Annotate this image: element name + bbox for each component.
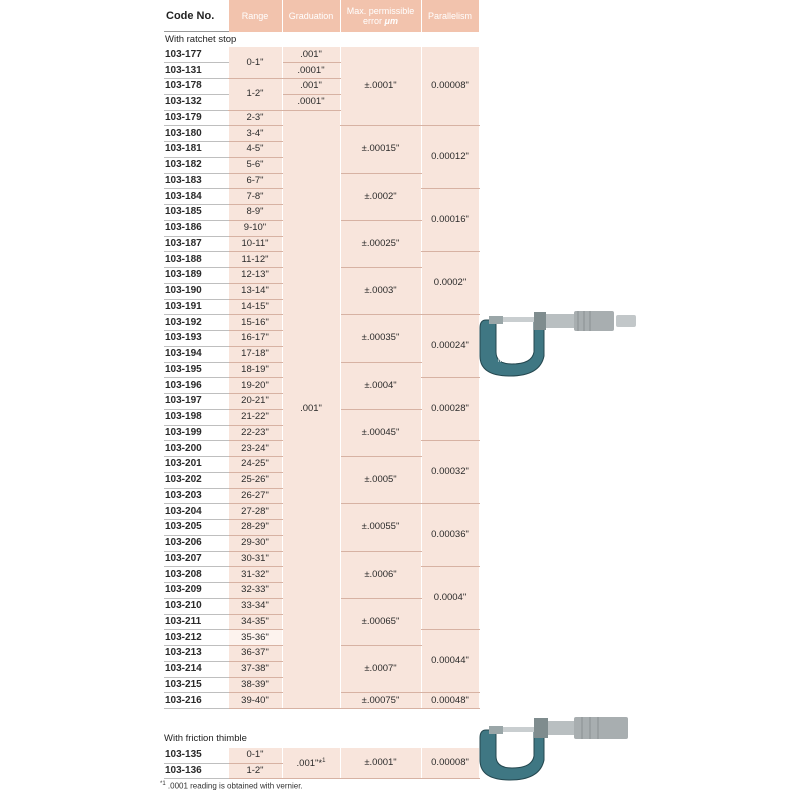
code-cell: 103-201 [164,457,228,473]
code-cell: 103-200 [164,441,228,457]
range-cell: 2-3" [228,110,282,126]
code-cell: 103-135 [164,748,228,763]
range-cell: 4-5" [228,142,282,158]
code-cell: 103-187 [164,236,228,252]
code-cell: 103-185 [164,205,228,221]
range-cell: 23-24" [228,441,282,457]
footnote-mark: *1 [160,781,166,787]
graduation-cell: .001"*$^1$ [282,748,340,778]
range-cell: 17-18" [228,346,282,362]
range-cell: 28-29" [228,520,282,536]
code-cell: 103-214 [164,661,228,677]
range-cell: 3-4" [228,126,282,142]
error-cell: ±.0002" [340,173,421,220]
range-cell: 24-25" [228,457,282,473]
range-cell: 19-20" [228,378,282,394]
code-cell: 103-204 [164,504,228,520]
code-cell: 103-211 [164,614,228,630]
code-cell: 103-188 [164,252,228,268]
range-cell: 35-36" [228,630,282,646]
graduation-cell: .001" [282,79,340,95]
code-cell: 103-183 [164,173,228,189]
brand-label-bottom: Mitutoyo [500,760,523,766]
outside-micrometer-friction-icon [478,714,640,782]
range-cell: 25-26" [228,472,282,488]
range-cell: 11-12" [228,252,282,268]
header-range: Range [228,0,282,32]
error-cell: ±.00045" [340,409,421,456]
code-cell: 103-198 [164,409,228,425]
error-cell: ±.0005" [340,457,421,504]
range-cell: 36-37" [228,646,282,662]
error-cell: ±.00035" [340,315,421,362]
range-cell: 0-1" [228,748,282,763]
range-cell: 9-10" [228,220,282,236]
graduation-cell: .001" [282,47,340,63]
code-cell: 103-199 [164,425,228,441]
ratchet-body [164,47,479,709]
error-cell: ±.0007" [340,646,421,693]
code-cell: 103-209 [164,583,228,599]
code-cell: 103-213 [164,646,228,662]
outside-micrometer-ratchet-icon [478,306,640,380]
parallelism-cell: 0.00036" [421,504,479,567]
code-cell: 103-184 [164,189,228,205]
range-cell: 1-2" [228,763,282,778]
code-cell: 103-177 [164,47,228,63]
graduation-footnote-mark: 1 [322,758,326,765]
spec-table [164,0,480,709]
code-cell: 103-186 [164,220,228,236]
parallelism-cell: 0.00008" [421,748,479,778]
range-cell: 1-2" [228,79,282,111]
range-cell: 10-11" [228,236,282,252]
header-error-unit: μm [384,15,398,26]
code-cell: 103-192 [164,315,228,331]
range-cell: 7-8" [228,189,282,205]
range-cell: 14-15" [228,299,282,315]
error-cell: ±.00055" [340,504,421,551]
code-cell: 103-132 [164,94,228,110]
range-cell: 15-16" [228,315,282,331]
range-cell: 32-33" [228,583,282,599]
footnote [160,781,303,791]
parallelism-cell: 0.00048" [421,693,479,709]
code-cell: 103-202 [164,472,228,488]
section-ratchet-title: With ratchet stop [164,32,479,48]
range-cell: 29-30" [228,535,282,551]
range-cell: 37-38" [228,661,282,677]
range-cell: 31-32" [228,567,282,583]
code-cell: 103-193 [164,331,228,347]
code-cell: 103-203 [164,488,228,504]
parallelism-cell: 0.00044" [421,630,479,693]
range-cell: 39-40" [228,693,282,709]
range-cell: 26-27" [228,488,282,504]
table-row [164,47,479,63]
range-cell: 12-13" [228,268,282,284]
code-cell: 103-131 [164,63,228,79]
parallelism-cell: 0.00016" [421,189,479,252]
parallelism-cell: 0.00008" [421,47,479,126]
header-error [340,0,421,32]
error-cell: ±.0004" [340,362,421,409]
graduation-cell: .0001" [282,94,340,110]
footnote-text: .0001 reading is obtained with vernier. [165,781,303,791]
table-row [164,748,479,763]
code-cell: 103-210 [164,598,228,614]
friction-table [164,748,480,779]
code-cell: 103-189 [164,268,228,284]
code-cell: 103-208 [164,567,228,583]
code-cell: 103-182 [164,157,228,173]
code-cell: 103-206 [164,535,228,551]
graduation-cell: .0001" [282,63,340,79]
header-error-line1: Max. permissible [346,5,415,16]
header-row [164,0,479,32]
range-cell: 22-23" [228,425,282,441]
error-cell: ±.0001" [340,47,421,126]
code-cell: 103-212 [164,630,228,646]
code-cell: 103-190 [164,283,228,299]
code-cell: 103-216 [164,693,228,709]
code-cell: 103-180 [164,126,228,142]
range-cell: 21-22" [228,409,282,425]
parallelism-cell: 0.00032" [421,441,479,504]
code-cell: 103-195 [164,362,228,378]
range-cell: 30-31" [228,551,282,567]
code-cell: 103-181 [164,142,228,158]
code-cell: 103-178 [164,79,228,95]
error-cell: ±.00025" [340,220,421,267]
code-cell: 103-194 [164,346,228,362]
code-cell: 103-207 [164,551,228,567]
code-cell: 103-205 [164,520,228,536]
code-cell: 103-191 [164,299,228,315]
code-cell: 103-136 [164,763,228,778]
brand-label-top: Mitutoyo [498,358,521,364]
range-cell: 13-14" [228,283,282,299]
code-cell: 103-179 [164,110,228,126]
range-cell: 6-7" [228,173,282,189]
section-friction-title: With friction thimble [164,733,247,744]
parallelism-cell: 0.0004" [421,567,479,630]
header-parallelism: Parallelism [421,0,479,32]
error-cell: ±.00075" [340,693,421,709]
header-code: Code No. [164,0,228,32]
range-cell: 38-39" [228,677,282,693]
error-cell: ±.00065" [340,598,421,645]
range-cell: 8-9" [228,205,282,221]
parallelism-cell: 0.00024" [421,315,479,378]
error-cell: ±.0006" [340,551,421,598]
header-error-line2: error [363,15,383,26]
error-cell: ±.00015" [340,126,421,173]
range-cell: 34-35" [228,614,282,630]
range-cell: 16-17" [228,331,282,347]
range-cell: 5-6" [228,157,282,173]
parallelism-cell: 0.0002" [421,252,479,315]
range-cell: 18-19" [228,362,282,378]
parallelism-cell: 0.00012" [421,126,479,189]
range-cell: 33-34" [228,598,282,614]
error-cell: ±.0001" [340,748,421,778]
range-cell: 20-21" [228,394,282,410]
error-cell: ±.0003" [340,268,421,315]
header-graduation: Graduation [282,0,340,32]
code-cell: 103-215 [164,677,228,693]
code-cell: 103-197 [164,394,228,410]
graduation-cell: .001" [282,110,340,709]
range-cell: 27-28" [228,504,282,520]
range-cell: 0-1" [228,47,282,79]
parallelism-cell: 0.00028" [421,378,479,441]
code-cell: 103-196 [164,378,228,394]
